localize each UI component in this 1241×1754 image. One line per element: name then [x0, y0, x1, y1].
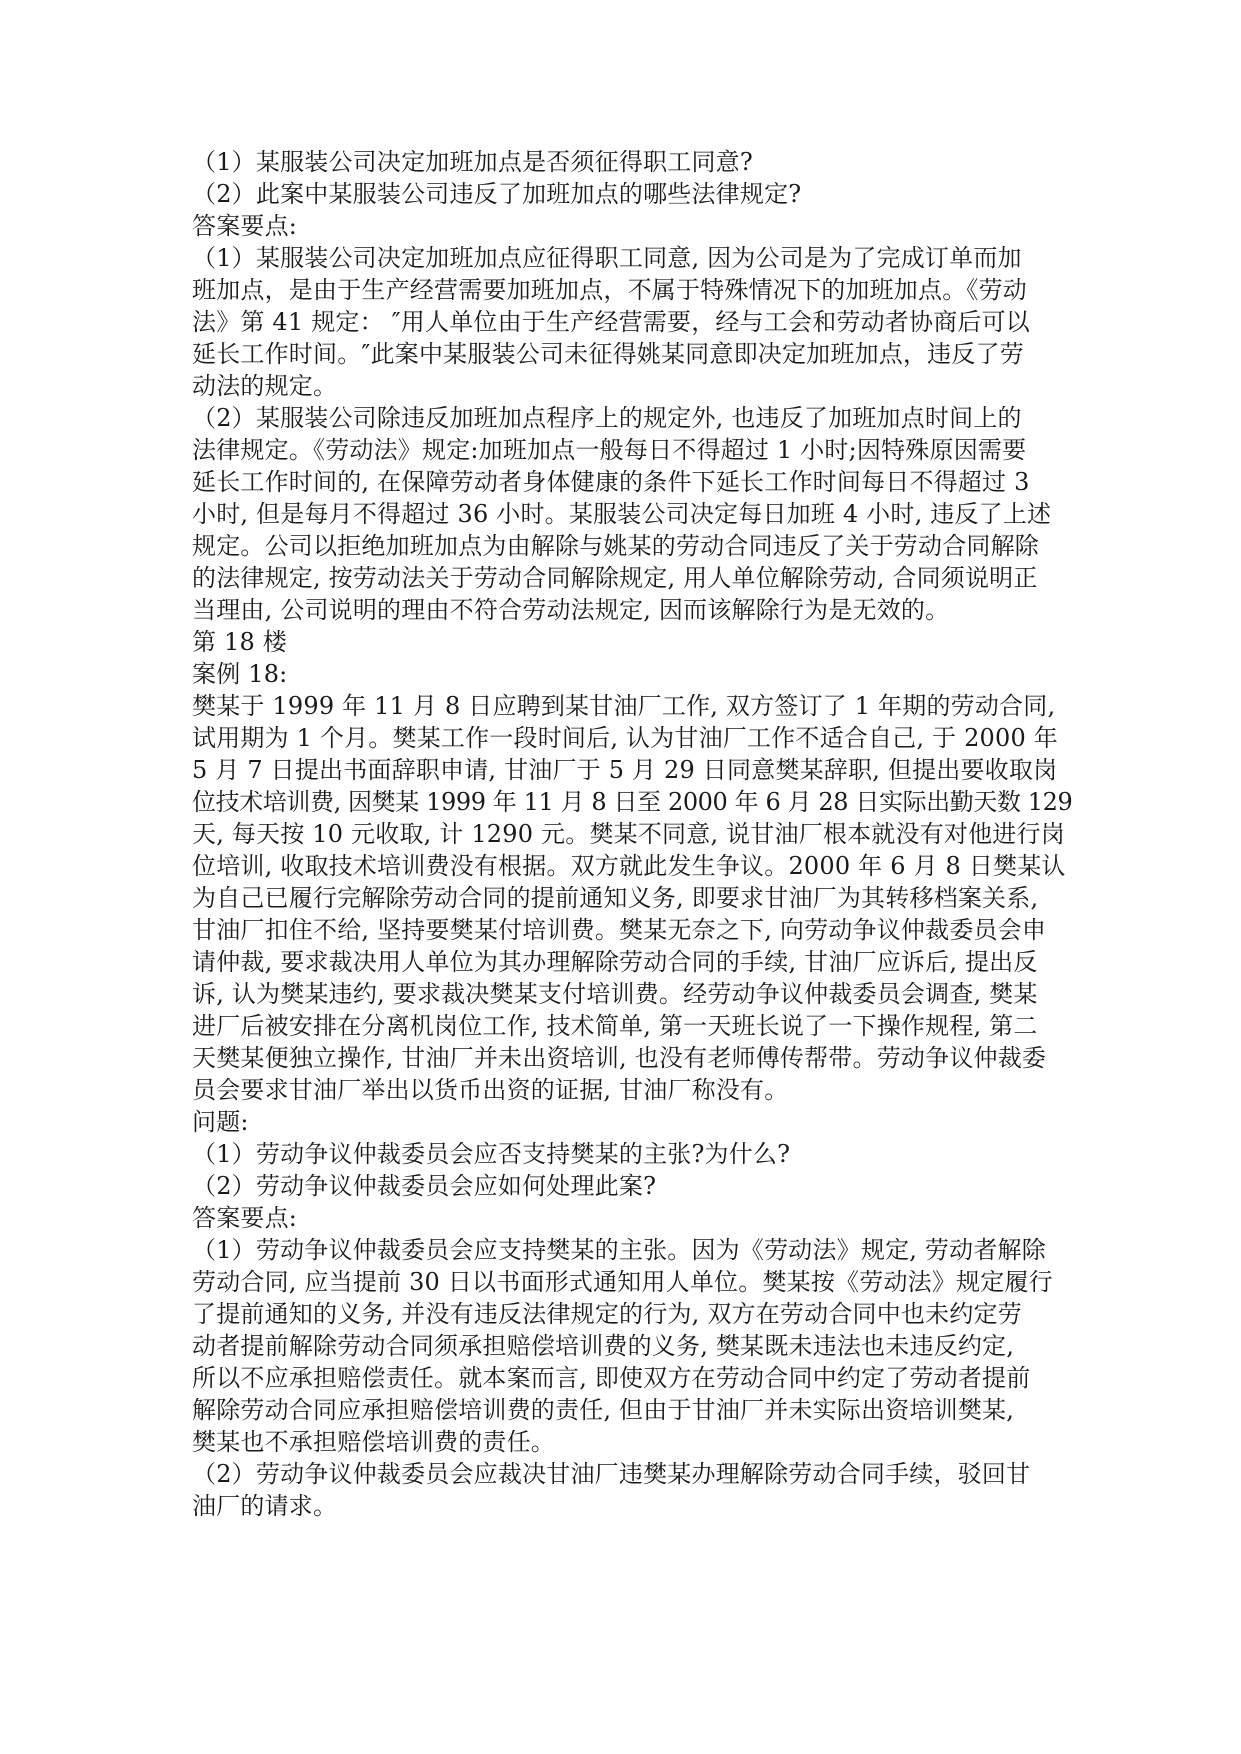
text-line: 当理由, 公司说明的理由不符合劳动法规定, 因而该解除行为是无效的。: [192, 596, 950, 624]
text-line: （2）劳动争议仲裁委员会应如何处理此案?: [192, 1172, 657, 1200]
text-line: （2）劳动争议仲裁委员会应裁决甘油厂违樊某办理解除劳动合同手续，驳回甘: [192, 1460, 1031, 1488]
text-line: 诉, 认为樊某违约, 要求裁决樊某支付培训费。经劳动争议仲裁委员会调查, 樊某: [192, 980, 1038, 1008]
text-line: （1）某服装公司决定加班加点应征得职工同意, 因为公司是为了完成订单而加: [192, 244, 1022, 272]
text-line: （2）此案中某服装公司违反了加班加点的哪些法律规定?: [192, 180, 802, 208]
text-line: （2）某服装公司除违反加班加点程序上的规定外, 也违反了加班加点时间上的: [192, 404, 1022, 432]
text-line: 法》第 41 规定： ″用人单位由于生产经营需要，经与工会和劳动者协商后可以: [192, 308, 1030, 336]
text-line: 延长工作时间的, 在保障劳动者身体健康的条件下延长工作时间每日不得超过 3: [192, 468, 1030, 496]
text-line: 天, 每天按 10 元收取, 计 1290 元。樊某不同意, 说甘油厂根本就没有对他进行岗: [192, 820, 1065, 848]
text-line: 位技术培训费, 因樊某 1999 年 11 月 8 日至 2000 年 6 月 28 日实际出勤天数 129: [192, 788, 1073, 816]
text-line: 了提前通知的义务, 并没有违反法律规定的行为, 双方在劳动合同中也未约定劳: [192, 1300, 1022, 1328]
text-line: 问题:: [192, 1108, 249, 1136]
text-line: 樊某于 1999 年 11 月 8 日应聘到某甘油厂工作, 双方签订了 1 年期的劳动合同,: [192, 692, 1056, 720]
text-line: 答案要点:: [192, 1204, 298, 1232]
document-body: [192, 146, 1072, 1522]
text-line: 延长工作时间。″此案中某服装公司未征得姚某同意即决定加班加点，违反了劳: [192, 340, 1024, 368]
text-line: 动法的规定。: [192, 372, 338, 400]
text-line: 为自己已履行完解除劳动合同的提前通知义务, 即要求甘油厂为其转移档案关系,: [192, 884, 1039, 912]
text-line: 第 18 楼: [192, 628, 287, 656]
text-line: 油厂的请求。: [192, 1492, 338, 1520]
text-line: （1）劳动争议仲裁委员会应支持樊某的主张。因为《劳动法》规定, 劳动者解除: [192, 1236, 1046, 1264]
text-line: 规定。公司以拒绝加班加点为由解除与姚某的劳动合同违反了关于劳动合同解除: [192, 532, 1039, 560]
text-line: （1）劳动争议仲裁委员会应否支持樊某的主张?为什么?: [192, 1140, 791, 1168]
text-line: 案例 18:: [192, 660, 288, 688]
text-line: 员会要求甘油厂举出以货币出资的证据, 甘油厂称没有。: [192, 1076, 789, 1104]
text-line: 天樊某便独立操作, 甘油厂并未出资培训, 也没有老师傅传帮带。劳动争议仲裁委: [192, 1044, 1047, 1072]
text-line: 请仲裁, 要求裁决用人单位为其办理解除劳动合同的手续, 甘油厂应诉后, 提出反: [192, 948, 1038, 976]
text-line: （1）某服装公司决定加班加点是否须征得职工同意?: [192, 148, 753, 176]
text-line: 劳动合同, 应当提前 30 日以书面形式通知用人单位。樊某按《劳动法》规定履行: [192, 1268, 1053, 1296]
text-line: 位培训, 收取技术培训费没有根据。双方就此发生争议。2000 年 6 月 8 日樊某认: [192, 852, 1066, 880]
text-line: 甘油厂扣住不给, 坚持要樊某付培训费。樊某无奈之下, 向劳动争议仲裁委员会申: [192, 916, 1047, 944]
text-line: 答案要点:: [192, 212, 298, 240]
text-line: 试用期为 1 个月。樊某工作一段时间后, 认为甘油厂工作不适合自己, 于 2000 年: [192, 724, 1058, 752]
text-line: 小时, 但是每月不得超过 36 小时。某服装公司决定每日加班 4 小时, 违反了上述: [192, 500, 1052, 528]
text-line: 动者提前解除劳动合同须承担赔偿培训费的义务, 樊某既未违法也未违反约定,: [192, 1332, 1015, 1360]
text-line: 5 月 7 日提出书面辞职申请, 甘油厂于 5 月 29 日同意樊某辞职, 但提出要收取岗: [192, 756, 1058, 784]
text-line: 的法律规定, 按劳动法关于劳动合同解除规定, 用人单位解除劳动, 合同须说明正: [192, 564, 1038, 592]
text-line: 班加点，是由于生产经营需要加班加点，不属于特殊情况下的加班加点。《劳动: [192, 276, 1027, 304]
text-line: 进厂后被安排在分离机岗位工作, 技术简单, 第一天班长说了一下操作规程, 第二: [192, 1012, 1038, 1040]
text-line: 樊某也不承担赔偿培训费的责任。: [192, 1428, 555, 1456]
text-line: 解除劳动合同应承担赔偿培训费的责任, 但由于甘油厂并未实际出资培训樊某,: [192, 1396, 1015, 1424]
text-line: 法律规定。《劳动法》规定:加班加点一般每日不得超过 1 小时;因特殊原因需要: [192, 436, 1027, 464]
text-line: 所以不应承担赔偿责任。就本案而言, 即使双方在劳动合同中约定了劳动者提前: [192, 1364, 1031, 1392]
